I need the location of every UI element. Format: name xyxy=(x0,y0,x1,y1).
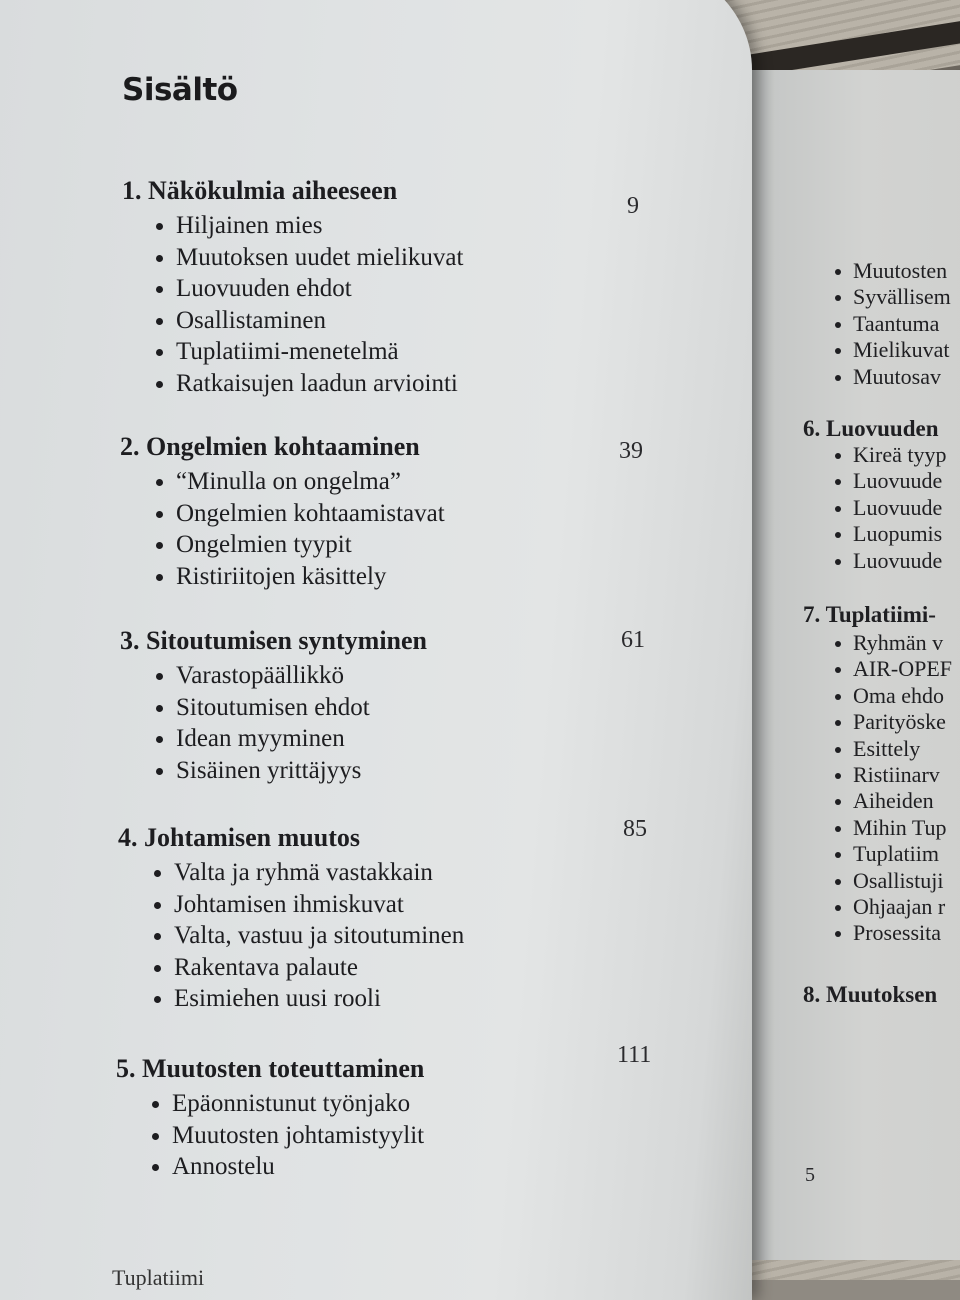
list-item: Muutosten johtamistyylit xyxy=(152,1120,424,1152)
list-item: Ohjaajan r xyxy=(835,894,952,920)
chapter-items xyxy=(152,1088,424,1183)
list-item: Luovuude xyxy=(835,548,946,574)
list-item: Idean myyminen xyxy=(156,723,427,755)
list-item: Sitoutumisen ehdot xyxy=(156,692,427,724)
page-title: Sisältö xyxy=(122,72,238,108)
list-item: Taantuma xyxy=(835,311,951,337)
chapter-page-number: 9 xyxy=(627,193,639,219)
list-item: Mihin Tup xyxy=(835,815,952,841)
list-item: Kireä tyyp xyxy=(835,442,946,468)
list-item: Muutoksen uudet mielikuvat xyxy=(156,242,463,274)
chapter-4 xyxy=(118,823,464,1015)
list-item: AIR-OPEF xyxy=(835,656,952,682)
chapter-5 xyxy=(116,1054,424,1183)
chapter-page-number: 111 xyxy=(617,1042,652,1068)
chapter-8-heading: 8. Muutoksen xyxy=(803,982,938,1007)
right-page xyxy=(745,70,960,1260)
list-item: Ongelmien kohtaamistavat xyxy=(156,498,445,530)
chapter-1 xyxy=(122,176,463,400)
list-item: Ristiinarv xyxy=(835,762,952,788)
list-item: Rakentava palaute xyxy=(154,952,464,984)
chapter-7-items xyxy=(835,630,952,947)
list-item: Ristiriitojen käsittely xyxy=(156,561,445,593)
chapter-page-number: 85 xyxy=(623,816,647,842)
chapter-page-number: 61 xyxy=(621,627,645,653)
list-item: Hiljainen mies xyxy=(156,210,463,242)
list-item: Luovuuden ehdot xyxy=(156,273,463,305)
list-item: Oma ehdo xyxy=(835,683,952,709)
chapter-items xyxy=(156,660,427,786)
list-item: Annostelu xyxy=(152,1151,424,1183)
list-item: Esimiehen uusi rooli xyxy=(154,983,464,1015)
right-top-list xyxy=(835,258,951,390)
list-item: Tuplatiimi-menetelmä xyxy=(156,336,463,368)
chapter-2 xyxy=(120,432,445,592)
chapter-6-heading: 6. Luovuuden xyxy=(803,416,939,441)
list-item: Mielikuvat xyxy=(835,337,951,363)
chapter-6-items xyxy=(835,442,946,574)
chapter-items xyxy=(156,466,445,592)
list-item: Luovuude xyxy=(835,495,946,521)
list-item: Ryhmän v xyxy=(835,630,952,656)
chapter-heading: 2. Ongelmien kohtaaminen xyxy=(120,432,420,461)
chapter-heading: 4. Johtamisen muutos xyxy=(118,823,360,852)
chapter-7-heading: 7. Tuplatiimi- xyxy=(803,602,936,627)
list-item: Osallistaminen xyxy=(156,305,463,337)
list-item: Prosessita xyxy=(835,920,952,946)
list-item: Muutosav xyxy=(835,364,951,390)
list-item: “Minulla on ongelma” xyxy=(156,466,445,498)
list-item: Ratkaisujen laadun arviointi xyxy=(156,368,463,400)
list-item: Aiheiden xyxy=(835,788,952,814)
chapter-heading: 1. Näkökulmia aiheeseen xyxy=(122,176,398,205)
page-number: 5 xyxy=(805,1164,815,1186)
list-item: Osallistuji xyxy=(835,868,952,894)
chapter-3 xyxy=(120,626,427,786)
list-item: Parityöske xyxy=(835,709,952,735)
list-item: Epäonnistunut työnjako xyxy=(152,1088,424,1120)
list-item: Valta, vastuu ja sitoutuminen xyxy=(154,920,464,952)
list-item: Luovuude xyxy=(835,468,946,494)
chapter-page-number: 39 xyxy=(619,438,643,464)
list-item: Muutosten xyxy=(835,258,951,284)
chapter-items xyxy=(156,210,463,400)
list-item: Varastopäällikkö xyxy=(156,660,427,692)
list-item: Sisäinen yrittäjyys xyxy=(156,755,427,787)
list-item: Esittely xyxy=(835,736,952,762)
chapter-heading: 3. Sitoutumisen syntyminen xyxy=(120,626,427,655)
list-item: Tuplatiim xyxy=(835,841,952,867)
list-item: Syvällisem xyxy=(835,284,951,310)
list-item: Johtamisen ihmiskuvat xyxy=(154,889,464,921)
chapter-heading: 5. Muutosten toteuttaminen xyxy=(116,1054,425,1083)
list-item: Ongelmien tyypit xyxy=(156,529,445,561)
cut-off-footer-text: Tuplatiimi xyxy=(112,1265,205,1290)
list-item: Valta ja ryhmä vastakkain xyxy=(154,857,464,889)
list-item: Luopumis xyxy=(835,521,946,547)
chapter-items xyxy=(154,857,464,1015)
